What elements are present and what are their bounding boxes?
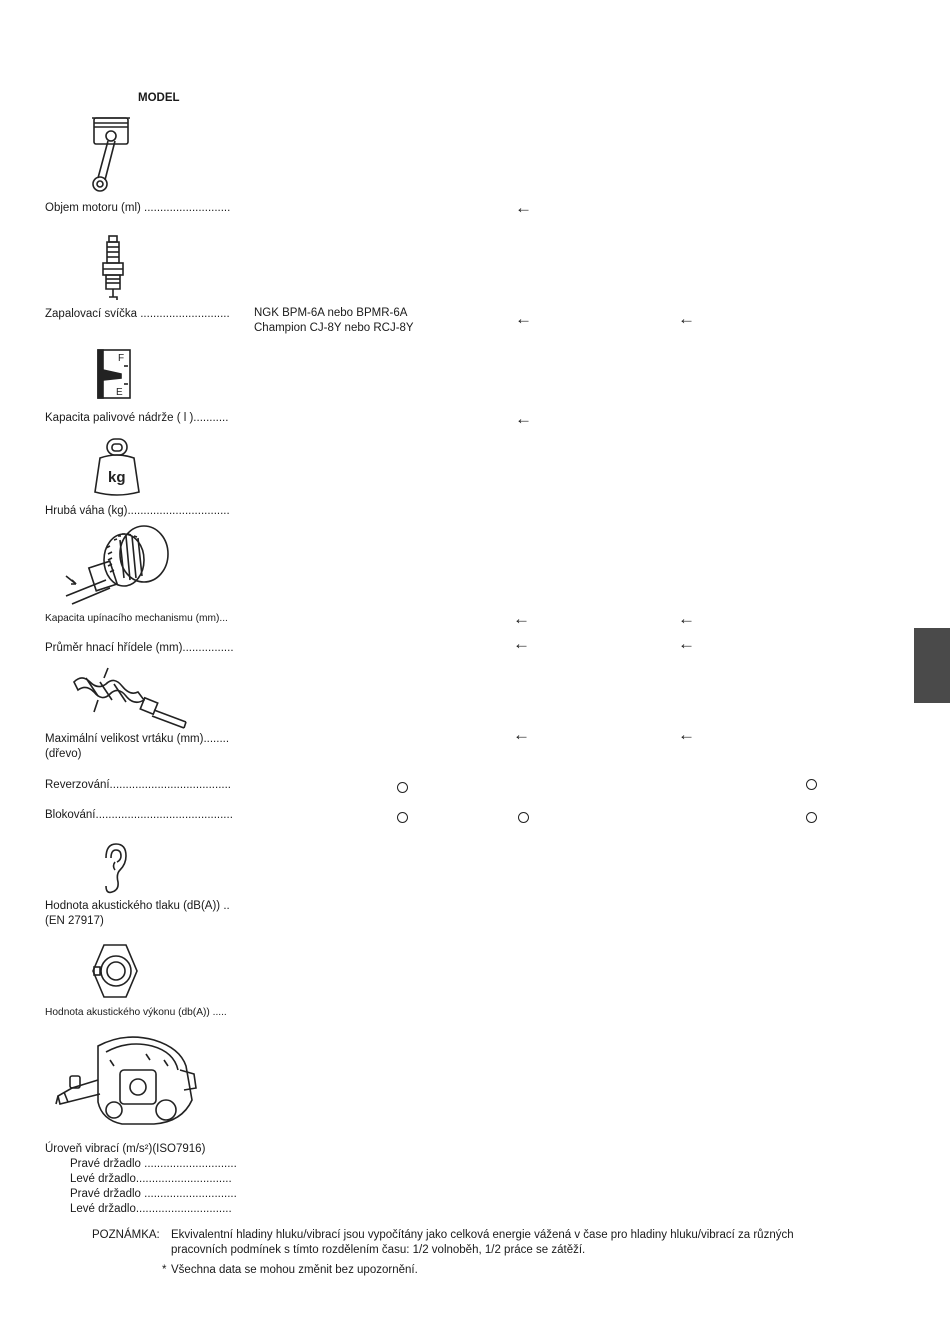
same-as-arrow: ← — [513, 725, 530, 744]
vibration-item: Pravé držadlo ............................. — [70, 1158, 237, 1170]
engine-vibration-icon — [54, 1030, 204, 1130]
locking-label: Blokování........................................... — [45, 809, 233, 821]
footnote-text: Všechna data se mohou změnit bez upozornění. — [171, 1264, 418, 1276]
available-circle — [806, 779, 817, 790]
chuck-icon — [62, 518, 174, 608]
same-as-arrow: ← — [678, 609, 695, 628]
svg-text:kg: kg — [108, 469, 126, 486]
max-drill-label: Maximální velikost vrtáku (mm)........ — [45, 733, 230, 745]
svg-text:E: E — [116, 387, 123, 398]
spark-plug-label: Zapalovací svíčka ............................ — [45, 308, 230, 320]
same-as-arrow: ← — [513, 609, 530, 628]
available-circle — [806, 812, 817, 823]
note-line-1: Ekvivalentní hladiny hluku/vibrací jsou vypočítány jako celková energie vážená v čase pro hladiny hluku/vibrací za různých — [171, 1229, 794, 1241]
note-prefix: POZNÁMKA: — [92, 1229, 160, 1241]
section-side-tab — [914, 628, 950, 703]
vibration-label: Úroveň vibrací (m/s²)(ISO7916) — [45, 1143, 206, 1155]
vibration-item: Levé držadlo.............................. — [70, 1173, 232, 1185]
reversing-label: Reverzování...................................... — [45, 779, 231, 791]
sound-power-icon — [90, 942, 140, 1000]
same-as-arrow: ← — [678, 725, 695, 744]
same-as-arrow: ← — [515, 198, 532, 217]
weight-kg-icon — [92, 436, 142, 498]
available-circle — [518, 812, 529, 823]
same-as-arrow: ← — [678, 634, 695, 653]
engine-displacement-label: Objem motoru (ml) ........................... — [45, 202, 231, 214]
ear-icon — [98, 840, 130, 898]
gross-weight-label: Hrubá váha (kg)................................ — [45, 505, 230, 517]
available-circle — [397, 812, 408, 823]
sound-pressure-label: Hodnota akustického tlaku (dB(A)) .. — [45, 900, 230, 912]
available-circle — [397, 782, 408, 793]
sound-pressure-sublabel: (EN 27917) — [45, 915, 104, 927]
max-drill-sublabel: (dřevo) — [45, 748, 82, 760]
fuel-tank-label: Kapacita palivové nádrže ( l )........... — [45, 412, 229, 424]
drive-shaft-label: Průměr hnací hřídele (mm)................ — [45, 642, 234, 654]
same-as-arrow: ← — [678, 309, 695, 328]
svg-text:F: F — [118, 353, 125, 364]
piston-icon — [86, 110, 136, 194]
fuel-gauge-icon — [96, 348, 132, 400]
model-label: MODEL — [138, 92, 180, 104]
vibration-item: Levé držadlo.............................. — [70, 1203, 232, 1215]
drill-bit-icon — [68, 664, 192, 730]
vibration-item: Pravé držadlo ............................. — [70, 1188, 237, 1200]
spark-plug-value-2: Champion CJ-8Y nebo RCJ-8Y — [254, 322, 414, 334]
same-as-arrow: ← — [515, 409, 532, 428]
spark-plug-value-1: NGK BPM-6A nebo BPMR-6A — [254, 307, 408, 319]
same-as-arrow: ← — [515, 309, 532, 328]
same-as-arrow: ← — [513, 634, 530, 653]
sound-power-label: Hodnota akustického výkonu (db(A)) ..... — [45, 1007, 227, 1018]
chuck-capacity-label: Kapacita upínacího mechanismu (mm)... — [45, 613, 228, 624]
note-line-2: pracovních podmínek s tímto rozdělením času: 1/2 volnoběh, 1/2 práce se zátěží. — [171, 1244, 586, 1256]
footnote-asterisk: * — [162, 1264, 167, 1276]
spark-plug-icon — [98, 233, 128, 303]
